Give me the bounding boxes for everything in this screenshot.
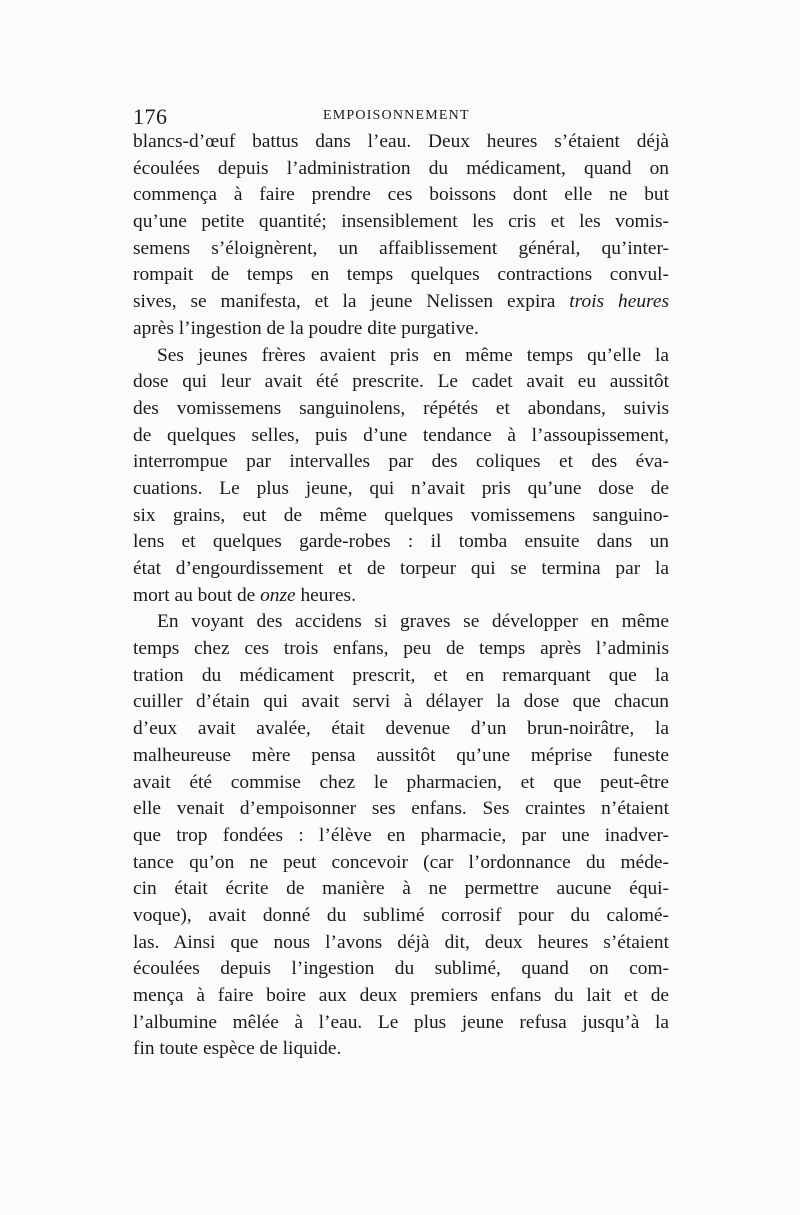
body-text xyxy=(133,129,669,1063)
text-line: semens s’éloignèrent, un affaiblissement général, qu’inter- xyxy=(133,237,669,259)
text-line: tration du médicament prescrit, et en remarquant que la xyxy=(133,664,669,686)
page-number: 176 xyxy=(133,104,168,129)
text-line: de quelques selles, puis d’une tendance à l’assoupissement, xyxy=(133,424,669,446)
text-line: écoulées depuis l’ingestion du sublimé, quand on com- xyxy=(133,958,669,980)
text-line: avait été commise chez le pharmacien, et que peut-être xyxy=(133,771,669,793)
text-line: six grains, eut de même quelques vomissemens sanguino- xyxy=(133,504,669,526)
line-segment: sives, se manifesta, et la jeune Nelissen expira xyxy=(133,291,570,313)
line-segment: mort au bout de xyxy=(133,584,261,606)
running-title: EMPOISONNEMENT xyxy=(323,108,470,123)
text-line: des vomissemens sanguinolens, répétés et abondans, suivis xyxy=(133,397,669,419)
page-header xyxy=(133,104,673,128)
emphasis: trois heures xyxy=(569,291,669,313)
text-line: que trop fondées : l’élève en pharmacie, par une inadver- xyxy=(133,824,669,846)
text-line: état d’engourdissement et de torpeur qui se termina par la xyxy=(133,558,669,579)
text-line: lens et quelques garde-robes : il tomba ensuite dans un xyxy=(133,531,669,553)
text-line: blancs-d’œuf battus dans l’eau. Deux heures s’étaient déjà xyxy=(133,131,669,152)
text-line: voque), avait donné du sublimé corrosif pour du calomé- xyxy=(133,904,669,926)
text-line: cin était écrite de manière à ne permettre aucune équi- xyxy=(133,878,669,900)
text-line xyxy=(133,289,669,316)
text-line: rompait de temps en temps quelques contractions convul- xyxy=(133,264,669,286)
text-line: En voyant des accidens si graves se développer en même xyxy=(157,611,669,633)
text-line xyxy=(133,583,669,610)
text-line: qu’une petite quantité; insensiblement les cris et les vomis- xyxy=(133,211,669,233)
text-line: cuations. Le plus jeune, qui n’avait pris qu’une dose de xyxy=(133,477,669,499)
text-line: fin toute espèce de liquide. xyxy=(133,1038,342,1060)
line-segment: heures. xyxy=(295,584,356,606)
text-line: elle venait d’empoisonner ses enfans. Ses craintes n’étaient xyxy=(133,798,669,820)
text-line: mença à faire boire aux deux premiers enfans du lait et de xyxy=(133,985,669,1006)
text-line: l’albumine mêlée à l’eau. Le plus jeune refusa jusqu’à la xyxy=(133,1011,669,1033)
text-line: Ses jeunes frères avaient pris en même temps qu’elle la xyxy=(157,344,669,366)
text-line: écoulées depuis l’administration du médicament, quand on xyxy=(133,157,669,179)
text-line: malheureuse mère pensa aussitôt qu’une méprise funeste xyxy=(133,744,669,766)
text-line: las. Ainsi que nous l’avons déjà dit, deux heures s’étaient xyxy=(133,931,669,953)
text-line: tance qu’on ne peut concevoir (car l’ordonnance du méde- xyxy=(133,851,669,873)
text-line: commença à faire prendre ces boissons dont elle ne but xyxy=(133,184,669,206)
text-line: dose qui leur avait été prescrite. Le cadet avait eu aussitôt xyxy=(133,371,669,393)
text-line: d’eux avait avalée, était devenue d’un brun-noirâtre, la xyxy=(133,718,669,740)
text-line: après l’ingestion de la poudre dite purgative. xyxy=(133,317,479,339)
text-line: interrompue par intervalles par des coliques et des éva- xyxy=(133,451,669,473)
text-line: cuiller d’étain qui avait servi à délayer la dose que chacun xyxy=(133,691,669,713)
text-line: temps chez ces trois enfans, peu de temps après l’adminis xyxy=(133,638,669,660)
emphasis: onze xyxy=(260,584,296,606)
